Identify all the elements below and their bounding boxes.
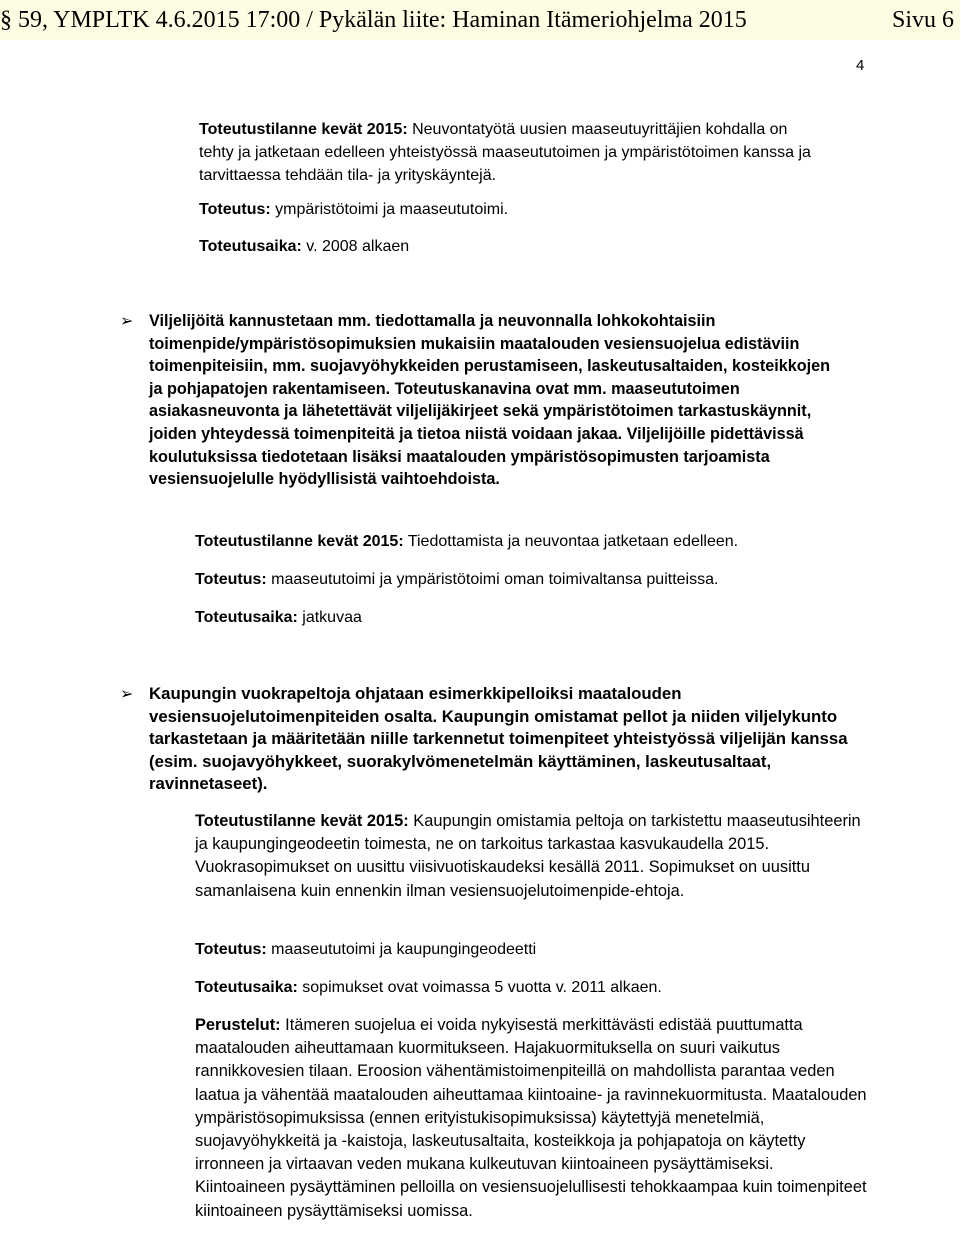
bullet2-implementation xyxy=(195,938,875,961)
rationale-text: Itämeren suojelua ei voida nykyisestä merkittävästi edistää puuttumatta maatalouden aiheuttamaan kuormitukseen. Hajakuormituksella on suuri vaikutus rannikkovesien tilaan. Eroosion vähentämistoimenpiteillä on mahdollista parantaa veden laatua ja vähentää maatalouden aiheuttamaa kiintoaine- ja ravinnekuormitusta. Maatalouden ympäristösopimuksissa (ennen erityistukisopimuksissa) käytettyjä menetelmiä, suojavyöhykkeitä ja -kaistoja, laskeutusaltaita, kosteikkoja ja pohjapatoja on käytetty irronneen ja virtaavan veden mukana kulkeutuvan kiintoaineen pysäyttämiseksi. Kiintoaineen pysäyttäminen pelloilla on vesiensuojelullisesti tehokkaampaa kuin toimenpiteet kiintoaineen pysäyttämiseksi uomissa. xyxy=(195,1016,867,1220)
bullet2-schedule xyxy=(195,976,875,999)
schedule-text: jatkuvaa xyxy=(297,609,362,626)
schedule-label: Toteutusaika: xyxy=(199,238,302,255)
implementation-text: maaseututoimi ja ympäristötoimi oman toimivaltansa puitteissa. xyxy=(266,571,719,588)
status-text: Neuvontatyötä uusien maaseutuyrittäjien kohdalla on tehty ja jatketaan edelleen yhteistyössä maaseututoimen ja ympäristötoimen kanssa ja tarvittaessa tehdään tila- ja yrityskäyntejä. xyxy=(199,121,811,184)
schedule-label: Toteutusaika: xyxy=(195,979,298,996)
status-text: Kaupungin omistamia peltoja on tarkistettu maaseutusihteerin ja kaupungingeodeetin toimesta, ne on tarkoitus tarkastaa kasvukaudella 2015. Vuokrasopimukset on uusittu viisivuotiskaudeksi kesällä 2011. Sopimukset on uusittu samanlaisena kuin ennenkin ilman vesiensuojelutoimenpide-ehtoja. xyxy=(195,812,861,900)
section1-schedule xyxy=(199,235,819,258)
implementation-label: Toteutus: xyxy=(195,941,267,958)
status-label: Toteutustilanne kevät 2015: xyxy=(195,812,409,830)
schedule-text: v. 2008 alkaen xyxy=(301,238,410,255)
status-text: Tiedottamista ja neuvontaa jatketaan edelleen. xyxy=(403,533,739,550)
bullet2-status xyxy=(195,810,865,903)
bullet1-text: Viljelijöitä kannustetaan mm. tiedottamalla ja neuvonnalla lohkokohtaisiin toimenpide/ympäristösopimuksien mukaisiin maatalouden vesiensuojelua edistäviin toimenpiteisiin, mm. suojavyöhykkeiden perustamiseen, laskeutusaltaiden, kosteikkojen ja pohjapatojen rakentamiseen. Toteutuskanavina ovat mm. maaseututoimen asiakasneuvonta ja lähetettävät viljelijäkirjeet sekä ympäristötoimen tarkastuskäynnit, joiden yhteydessä toimenpiteitä ja tietoa niistä voidaan jakaa. Viljelijöille pidettävissä koulutuksissa tiedotetaan lisäksi maatalouden ympäristösopimusten tarjoamista vesiensuojelulle hyödyllisistä vaihtoehdoista. xyxy=(149,312,831,489)
schedule-label: Toteutusaika: xyxy=(195,609,298,626)
bullet1-status xyxy=(195,530,875,553)
document-header xyxy=(0,0,960,40)
bullet-arrow-icon: ➢ xyxy=(120,686,134,703)
implementation-label: Toteutus: xyxy=(199,201,271,218)
implementation-label: Toteutus: xyxy=(195,571,267,588)
bullet1-schedule xyxy=(195,606,875,629)
bullet2-rationale xyxy=(195,1014,867,1223)
header-title: § 59, YMPLTK 4.6.2015 17:00 / Pykälän liite: Haminan Itämeriohjelma 2015 xyxy=(0,7,747,33)
rationale-label: Perustelut: xyxy=(195,1016,281,1034)
status-label: Toteutustilanne kevät 2015: xyxy=(195,533,404,550)
implementation-text: ympäristötoimi ja maaseututoimi. xyxy=(270,201,509,218)
bullet-arrow-icon: ➢ xyxy=(120,313,134,330)
section1-implementation xyxy=(199,198,819,221)
status-label: Toteutustilanne kevät 2015: xyxy=(199,121,408,138)
schedule-text: sopimukset ovat voimassa 5 vuotta v. 2011 alkaen. xyxy=(297,979,662,996)
page-number: 4 xyxy=(856,57,865,74)
section1-status xyxy=(199,118,819,187)
implementation-text: maaseututoimi ja kaupungingeodeetti xyxy=(266,941,537,958)
header-page-label: Sivu 6 xyxy=(891,7,954,33)
bullet1-implementation xyxy=(195,568,875,591)
bullet2-text: Kaupungin vuokrapeltoja ohjataan esimerkkipelloiksi maatalouden vesiensuojelutoimenpiteiden osalta. Kaupungin omistamat pellot ja niiden viljelykunto tarkastetaan ja määritetään niille tarkennetut toimenpiteet yhteistyössä viljelijän kanssa (esim. suojavyöhykkeet, suorakylvömenetelmän käyttäminen, laskeutusaltaat, ravinnetaseet). xyxy=(149,684,848,794)
